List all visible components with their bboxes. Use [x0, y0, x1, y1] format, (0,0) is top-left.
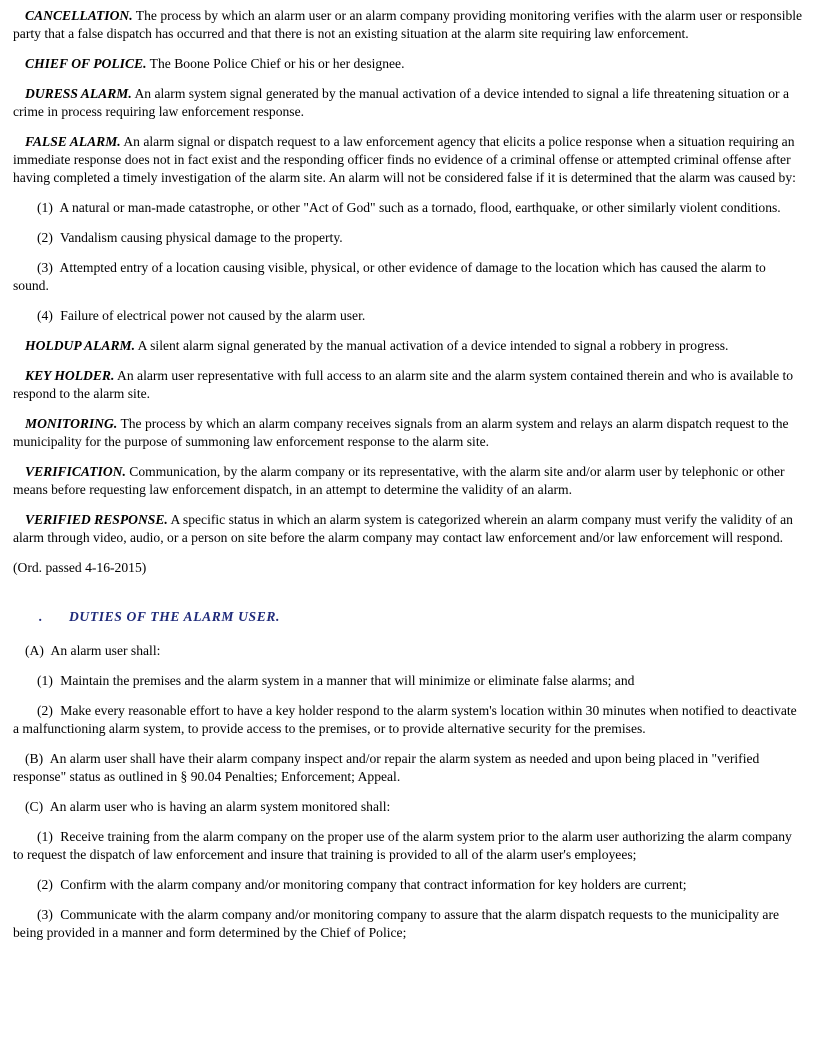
item-text: Confirm with the alarm company and/or monitoring company that contract information for key holders are current; — [60, 877, 687, 892]
definition-text: An alarm signal or dispatch request to a law enforcement agency that elicits a police response when a situation requiring an immediate response does not in fact exist and the responding officer finds no evidence of a criminal offense or attempted criminal offense after having completed a timely investigation of the alarm site. An alarm will not be considered false if it is determined that the alarm was caused by: — [13, 134, 796, 185]
clause-c-item-2 — [13, 876, 803, 894]
definition-term: KEY HOLDER. — [25, 368, 115, 383]
definition-text: An alarm system signal generated by the manual activation of a device intended to signal a life threatening situation or a crime in process requiring law enforcement response. — [13, 86, 789, 119]
item-number: (3) — [37, 907, 53, 922]
definition-text: The process by which an alarm user or an alarm company providing monitoring verifies with the alarm user or responsible party that a false dispatch has occurred and that there is not an existing situation at the alarm site requiring law enforcement. — [13, 8, 803, 41]
clause-b — [13, 750, 803, 786]
definition-text: A specific status in which an alarm system is categorized wherein an alarm company must verify the validity of an alarm through video, audio, or a person on site before the alarm company may contact law enforcement and/or law enforcement will respond. — [13, 512, 793, 545]
item-number: (1) — [37, 673, 53, 688]
item-number: (2) — [37, 703, 53, 718]
item-number: (3) — [37, 260, 53, 275]
definition-false-alarm — [13, 133, 803, 187]
false-alarm-item-3 — [13, 259, 803, 295]
definition-term: VERIFICATION. — [25, 464, 126, 479]
item-number: (4) — [37, 308, 53, 323]
definition-cancellation — [13, 7, 803, 43]
document-page — [13, 7, 803, 954]
definition-text: The process by which an alarm company receives signals from an alarm system and relays an alarm dispatch request to the municipality for the purpose of summoning law enforcement response to the alarm site. — [13, 416, 789, 449]
section-number: . — [39, 609, 43, 624]
definition-text: A silent alarm signal generated by the manual activation of a device intended to signal a robbery in progress. — [137, 338, 729, 353]
definition-text: An alarm user representative with full access to an alarm site and the alarm system contained therein and who is available to respond to the alarm site. — [13, 368, 794, 401]
clause-number: (C) — [25, 799, 44, 814]
item-text: A natural or man-made catastrophe, or other "Act of God" such as a tornado, flood, earthquake, or other similarly violent conditions. — [59, 200, 781, 215]
false-alarm-item-1 — [13, 199, 803, 217]
section-heading — [13, 608, 803, 626]
false-alarm-item-2 — [13, 229, 803, 247]
item-number: (1) — [37, 200, 53, 215]
clause-text: An alarm user shall have their alarm company inspect and/or repair the alarm system as needed and upon being placed in "verified response" status as outlined in § 90.04 Penalties; Enforcement; Appeal. — [13, 751, 760, 784]
definition-verified-response — [13, 511, 803, 547]
definition-duress-alarm — [13, 85, 803, 121]
definition-term: CANCELLATION. — [25, 8, 133, 23]
definition-monitoring — [13, 415, 803, 451]
clause-number: (A) — [25, 643, 44, 658]
section-title: DUTIES OF THE ALARM USER. — [69, 609, 281, 624]
definition-verification — [13, 463, 803, 499]
false-alarm-item-4 — [13, 307, 803, 325]
clause-a-item-2 — [13, 702, 803, 738]
definition-term: CHIEF OF POLICE. — [25, 56, 147, 71]
item-text: Communicate with the alarm company and/or monitoring company to assure that the alarm dispatch requests to the municipality are being provided in a manner and form determined by the Chief of Police; — [13, 907, 780, 940]
item-text: Receive training from the alarm company on the proper use of the alarm system prior to the alarm user authorizing the alarm company to request the dispatch of law enforcement and insure that training is provided to all of the alarm user's employees; — [13, 829, 792, 862]
definition-term: DURESS ALARM. — [25, 86, 132, 101]
item-text: Make every reasonable effort to have a key holder respond to the alarm system's location within 30 minutes when notified to deactivate a malfunctioning alarm system, to provide access to the premises, or to provide alternative security for the premises. — [13, 703, 797, 736]
item-text: Attempted entry of a location causing visible, physical, or other evidence of damage to the location which has caused the alarm to sound. — [13, 260, 766, 293]
clause-a-item-1 — [13, 672, 803, 690]
definition-term: MONITORING. — [25, 416, 118, 431]
clause-text: An alarm user who is having an alarm system monitored shall: — [49, 799, 391, 814]
clause-c — [13, 798, 803, 816]
item-text: Failure of electrical power not caused by the alarm user. — [60, 308, 366, 323]
item-number: (2) — [37, 230, 53, 245]
clause-c-item-3 — [13, 906, 803, 942]
ordinance-note: (Ord. passed 4-16-2015) — [13, 560, 147, 575]
definition-key-holder — [13, 367, 803, 403]
definition-holdup-alarm — [13, 337, 803, 355]
item-number: (2) — [37, 877, 53, 892]
definition-term: HOLDUP ALARM. — [25, 338, 136, 353]
clause-c-item-1 — [13, 828, 803, 864]
definition-chief-of-police — [13, 55, 803, 73]
definition-text: Communication, by the alarm company or its representative, with the alarm site and/or alarm user by telephonic or other means before requesting law enforcement dispatch, in an attempt to determine the validity of an alarm. — [13, 464, 785, 497]
item-text: Maintain the premises and the alarm system in a manner that will minimize or eliminate false alarms; and — [60, 673, 635, 688]
definition-text: The Boone Police Chief or his or her designee. — [149, 56, 405, 71]
clause-text: An alarm user shall: — [50, 643, 161, 658]
item-text: Vandalism causing physical damage to the property. — [60, 230, 343, 245]
definition-term: FALSE ALARM. — [25, 134, 121, 149]
definition-term: VERIFIED RESPONSE. — [25, 512, 168, 527]
clause-number: (B) — [25, 751, 44, 766]
clause-a — [13, 642, 803, 660]
item-number: (1) — [37, 829, 53, 844]
